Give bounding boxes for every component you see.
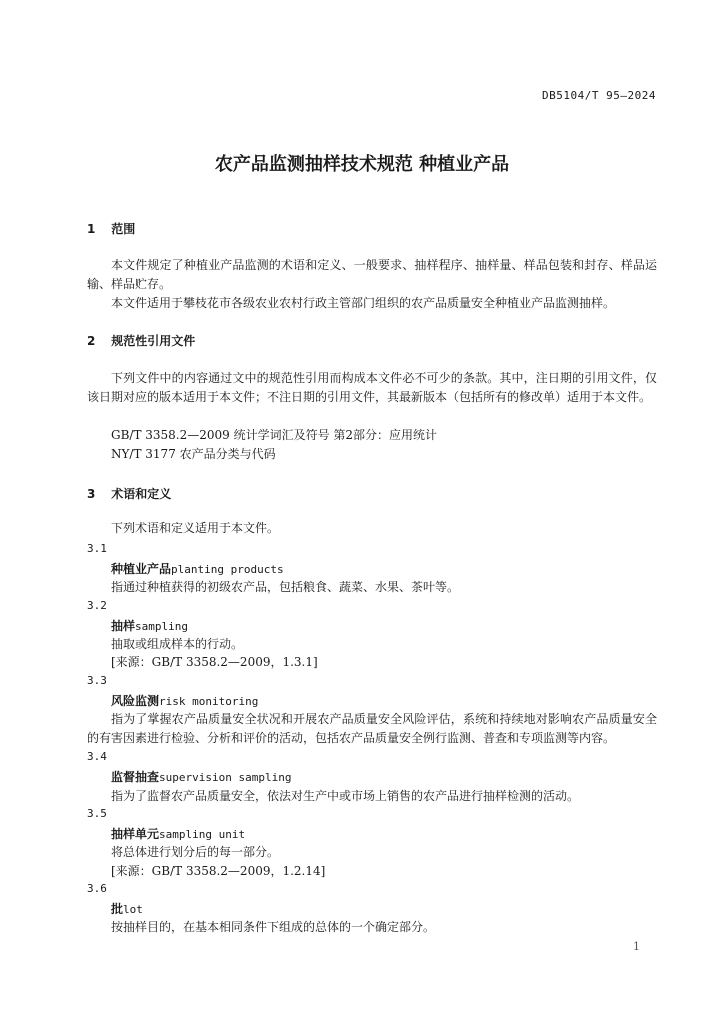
- section-title: 规范性引用文件: [111, 334, 196, 348]
- section-title: 范围: [111, 222, 136, 236]
- term-en: lot: [123, 903, 143, 916]
- term-en: sampling unit: [159, 828, 246, 841]
- section-number: 3: [87, 487, 96, 501]
- section-2-heading: [87, 332, 195, 349]
- clause-number: 3.5: [87, 807, 107, 820]
- paragraph: 下列文件中的内容通过文中的规范性引用而构成本文件必不可少的条款。其中，注日期的引用文件，仅该日期对应的版本适用于本文件；不注日期的引用文件，其最新版本（包括所有的修改单）适用于本文件。: [87, 371, 657, 404]
- clause-number: 3.6: [87, 882, 107, 895]
- reference-item: NY/T 3177 农产品分类与代码: [111, 447, 276, 461]
- term-heading: [111, 825, 245, 842]
- reference-item: GB/T 3358.2—2009 统计学词汇及符号 第2部分：应用统计: [111, 428, 438, 442]
- clause-number: 3.1: [87, 542, 107, 555]
- term-zh: 抽样: [111, 619, 136, 633]
- clause-number: 3.3: [87, 674, 107, 687]
- term-definition: 指通过种植获得的初级农产品，包括粮食、蔬菜、水果、茶叶等。: [111, 580, 460, 594]
- section-title: 术语和定义: [111, 487, 172, 501]
- standard-code: DB5104/T 95—2024: [542, 89, 656, 102]
- term-heading: [111, 617, 188, 634]
- page-number: 1: [633, 940, 640, 953]
- term-heading: [111, 692, 258, 709]
- term-definition: 抽取或组成样本的行动。: [111, 637, 244, 651]
- term-definition: 按抽样目的，在基本相同条件下组成的总体的一个确定部分。: [111, 920, 436, 934]
- document-title: 农产品监测抽样技术规范 种植业产品: [214, 154, 510, 175]
- term-zh: 风险监测: [111, 694, 160, 708]
- term-zh: 种植业产品: [111, 562, 172, 576]
- term-zh: 批: [111, 902, 124, 916]
- section-3-heading: [87, 485, 171, 502]
- paragraph: 本文件适用于攀枝花市各级农业农村行政主管部门组织的农产品质量安全种植业产品监测抽样。: [111, 296, 616, 310]
- term-heading: [111, 560, 284, 577]
- section-intro: 下列术语和定义适用于本文件。: [111, 521, 280, 535]
- paragraph: 本文件规定了种植业产品监测的术语和定义、一般要求、抽样程序、抽样量、样品包装和封存、样品运输、样品贮存。: [87, 258, 657, 291]
- term-zh: 监督抽查: [111, 770, 160, 784]
- clause-number: 3.2: [87, 599, 107, 612]
- term-definition: 指为了监督农产品质量安全，依法对生产中或市场上销售的农产品进行抽样检测的活动。: [111, 789, 580, 803]
- term-source: [来源：GB/T 3358.2—2009，1.2.14]: [111, 864, 326, 878]
- term-heading: [111, 900, 143, 917]
- section-number: 1: [87, 222, 96, 236]
- term-definition: 将总体进行划分后的每一部分。: [111, 845, 280, 859]
- section-1-heading: [87, 220, 135, 237]
- term-en: sampling: [135, 620, 188, 633]
- clause-number: 3.4: [87, 750, 107, 763]
- section-number: 2: [87, 334, 96, 348]
- term-en: risk monitoring: [159, 695, 259, 708]
- term-en: supervision sampling: [159, 771, 292, 784]
- term-zh: 抽样单元: [111, 827, 160, 841]
- term-en: planting products: [171, 563, 284, 576]
- term-source: [来源：GB/T 3358.2—2009，1.3.1]: [111, 655, 318, 669]
- term-heading: [111, 768, 291, 785]
- term-definition: 指为了掌握农产品质量安全状况和开展农产品质量安全风险评估，系统和持续地对影响农产品质量安全的有害因素进行检验、分析和评价的活动，包括农产品质量安全例行监测、普查和专项监测等内容。: [87, 712, 657, 745]
